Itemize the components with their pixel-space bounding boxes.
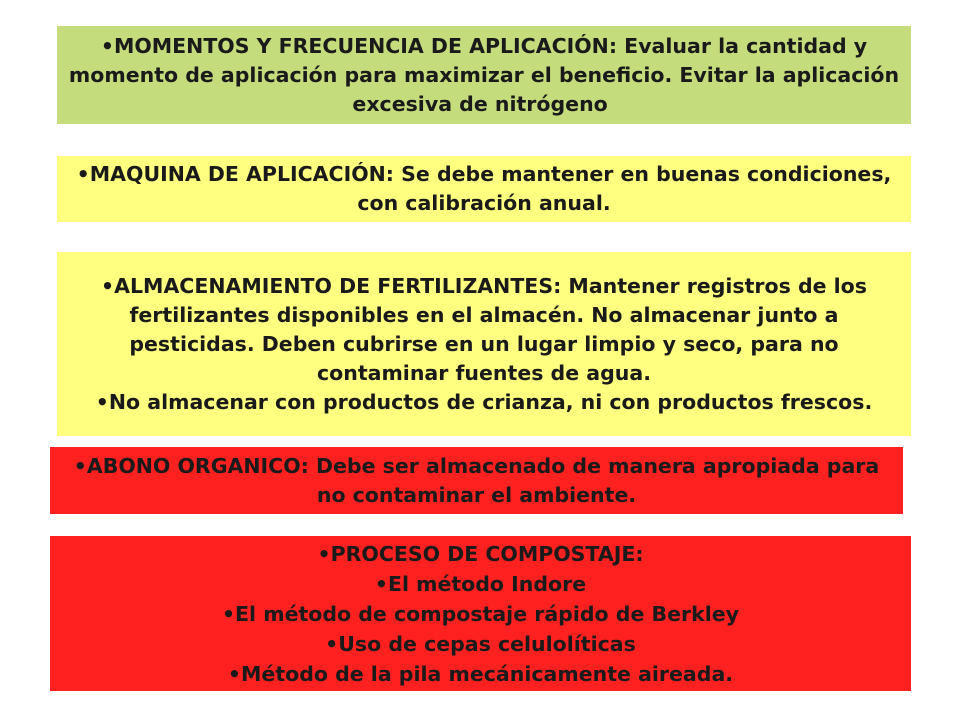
- compostaje-line: [58, 599, 903, 629]
- momentos-trailing: [608, 92, 616, 116]
- momentos-text: Evaluar la cantidad y momento de aplicación para maximizar el beneficio. Evitar la aplicación excesiva de nitrógeno: [68, 33, 900, 116]
- almacenamiento-paragraph-1: [65, 272, 903, 388]
- bullet: •: [76, 162, 90, 186]
- bullet: •: [227, 661, 242, 686]
- bullet: •: [100, 33, 114, 58]
- compostaje-line: [58, 539, 903, 569]
- box-maquina-aplicacion: [57, 156, 911, 222]
- bullet: •: [221, 601, 236, 626]
- compostaje-line: [58, 569, 903, 599]
- maquina-heading: MAQUINA DE APLICACIÓN:: [89, 162, 394, 186]
- abono-text: Debe ser almacenado de manera apropiada para no contaminar el ambiente: [308, 453, 880, 507]
- compostaje-item-pila: Método de la pila mecánicamente aireada.: [241, 661, 734, 686]
- momentos-paragraph: [65, 32, 903, 119]
- compostaje-heading: PROCESO DE COMPOSTAJE:: [330, 541, 644, 566]
- bullet: •: [101, 273, 115, 298]
- almacenamiento-heading: ALMACENAMIENTO DE FERTILIZANTES:: [114, 273, 562, 298]
- almacenamiento-paragraph-2: [65, 388, 903, 417]
- box-proceso-compostaje: [50, 536, 911, 691]
- box-abono-organico: [50, 447, 903, 514]
- abono-heading: ABONO ORGANICO:: [86, 453, 309, 478]
- compostaje-line: [58, 629, 903, 659]
- box-momentos-aplicacion: [57, 26, 911, 124]
- bullet: •: [325, 631, 339, 656]
- box-almacenamiento-fertilizantes: [57, 252, 911, 436]
- compostaje-item-indore: El método Indore: [387, 571, 587, 596]
- bullet: •: [95, 389, 109, 414]
- abono-trailing: .: [628, 482, 637, 507]
- compostaje-line: [58, 659, 903, 689]
- almacenamiento-item-2: No almacenar con productos de crianza, ni con productos frescos.: [108, 389, 873, 414]
- maquina-paragraph: [65, 160, 903, 218]
- abono-paragraph: [58, 452, 895, 510]
- compostaje-item-berkley: El método de compostaje rápido de Berkley: [235, 601, 740, 626]
- bullet: •: [374, 571, 388, 596]
- bullet: •: [317, 541, 331, 566]
- maquina-text: Se debe mantener en buenas condiciones, con calibración anual.: [357, 162, 892, 215]
- almacenamiento-text: Mantener registros de los fertilizantes disponibles en el almacén. No almacenar junto a pesticidas. Deben cubrirse en un lugar limpio y seco, para no contaminar fuentes de agua.: [129, 273, 867, 385]
- compostaje-item-cepas: Uso de cepas celulolíticas: [338, 631, 636, 656]
- bullet: •: [73, 453, 87, 478]
- momentos-heading: MOMENTOS Y FRECUENCIA DE APLICACIÓN:: [113, 33, 618, 58]
